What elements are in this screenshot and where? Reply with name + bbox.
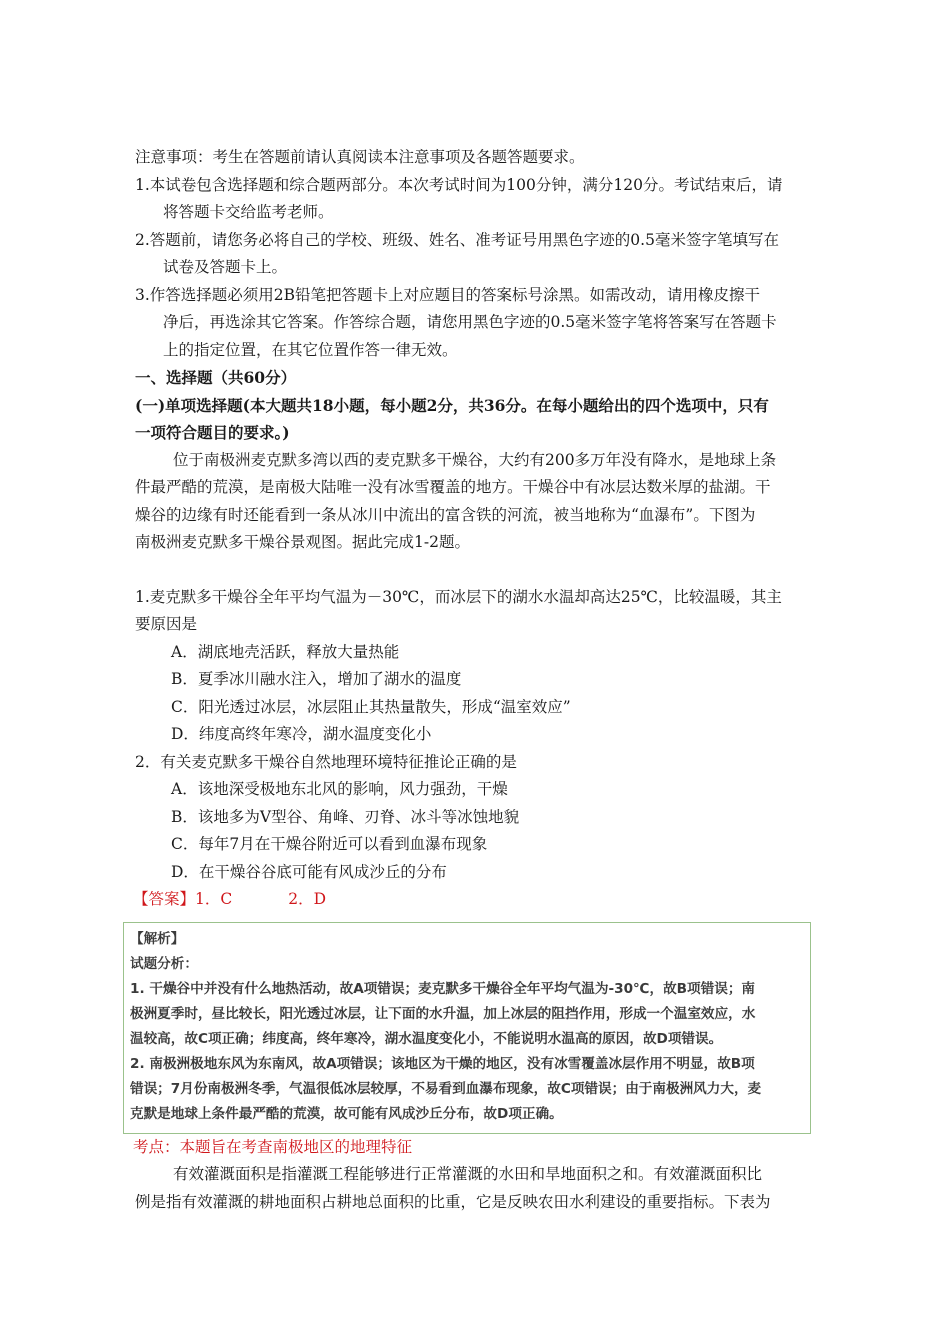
notice-item-1-line-2: 将答题卡交给监考老师。: [163, 203, 334, 221]
notice-item-3-line-2: 净后，再选涂其它答案。作答综合题，请您用黑色字迹的0.5毫米签字笔将答案写在答题卡: [163, 313, 777, 331]
passage1-line-1: 位于南极洲麦克默多湾以西的麦克默多干燥谷，大约有200多万年没有降水，是地球上条: [173, 450, 777, 469]
notice-item-2-line-1: 2.答题前，请您务必将自己的学校、班级、姓名、准考证号用黑色字迹的0.5毫米签字笔填写在: [135, 230, 779, 249]
analysis-header: 【解析】: [130, 930, 185, 947]
q2-stem: 2．有关麦克默多干燥谷自然地理环境特征推论正确的是: [135, 752, 517, 771]
q1-option-b: B．夏季冰川融水注入，增加了湖水的温度: [171, 670, 462, 688]
passage1-line-2: 件最严酷的荒漠，是南极大陆唯一没有冰雪覆盖的地方。干燥谷中有冰层达数米厚的盐湖。干: [135, 478, 771, 496]
q1-stem-line-2: 要原因是: [135, 615, 198, 633]
q1-option-a: A．湖底地壳活跃，释放大量热能: [171, 642, 400, 661]
passage1-line-3: 燥谷的边缘有时还能看到一条从冰川中流出的富含铁的河流，被当地称为“血瀑布”。下图为: [135, 505, 756, 524]
q1-option-c: C．阳光透过冰层，冰层阻止其热量散失，形成“温室效应”: [171, 697, 571, 716]
subsection-title-line-2: 一项符合题目的要求。): [135, 423, 290, 442]
analysis-line-5: 2. 南极洲极地东风为东南风，故A项错误；该地区为干燥的地区，没有冰雪覆盖冰层作用不明显，故B项: [130, 1055, 755, 1072]
analysis-line-3: 极洲夏季时，昼比较长，阳光透过冰层，让下面的水升温，加上冰层的阻挡作用，形成一个温室效应，水: [130, 1005, 756, 1022]
q2-option-c: C．每年7月在干燥谷附近可以看到血瀑布现象: [171, 835, 488, 853]
analysis-line-4: 温较高，故C项正确；纬度高，终年寒冷，湖水温度变化小，不能说明水温高的原因，故D项错误。: [130, 1030, 723, 1047]
analysis-box: [123, 922, 811, 1134]
kaodian: 考点：本题旨在考查南极地区的地理特征: [133, 1137, 413, 1156]
notice-item-3-line-3: 上的指定位置，在其它位置作答一律无效。: [163, 340, 458, 359]
answer-2: 2．D: [288, 890, 327, 908]
q2-option-d: D．在干燥谷谷底可能有风成沙丘的分布: [171, 862, 447, 881]
blank-gap: [135, 557, 820, 584]
q2-option-b: B．该地多为V型谷、角峰、刃脊、冰斗等冰蚀地貌: [171, 807, 520, 826]
notice-item-1-line-1: 1.本试卷包含选择题和综合题两部分。本次考试时间为100分钟，满分120分。考试结束后，请: [135, 175, 783, 194]
q1-stem-line-1: 1.麦克默多干燥谷全年平均气温为－30℃，而冰层下的湖水水温却高达25℃，比较温暖，其主: [135, 587, 782, 606]
passage2-line-2: 例是指有效灌溉的耕地面积占耕地总面积的比重，它是反映农田水利建设的重要指标。下表为: [135, 1192, 771, 1211]
notice-item-2-line-2: 试卷及答题卡上。: [163, 258, 288, 276]
passage2-line-1: 有效灌溉面积是指灌溉工程能够进行正常灌溉的水田和旱地面积之和。有效灌溉面积比: [173, 1165, 763, 1183]
answer-1: 1．C: [195, 890, 233, 908]
answer-line: [133, 886, 820, 914]
analysis-line-2: 1. 干燥谷中并没有什么地热活动，故A项错误；麦克默多干燥谷全年平均气温为-30℃，故B项错误；南: [130, 980, 756, 997]
q1-option-d: D．纬度高终年寒冷，湖水温度变化小: [171, 725, 432, 743]
section-title: 一、选择题（共60分）: [135, 368, 297, 387]
subsection-title-line-1: (一)单项选择题(本大题共18小题，每小题2分，共36分。在每小题给出的四个选项中，只有: [135, 395, 769, 415]
q2-option-a: A．该地深受极地东北风的影响，风力强劲，干燥: [171, 780, 508, 798]
notice-item-3-line-1: 3.作答选择题必须用2B铅笔把答题卡上对应题目的答案标号涂黑。如需改动，请用橡皮擦干: [135, 285, 761, 304]
passage1-line-4: 南极洲麦克默多干燥谷景观图。据此完成1-2题。: [135, 533, 470, 551]
analysis-line-7: 克默是地球上条件最严酷的荒漠，故可能有风成沙丘分布，故D项正确。: [130, 1105, 563, 1122]
analysis-line-6: 错误；7月份南极洲冬季，气温很低冰层较厚，不易看到血瀑布现象，故C项错误；由于南极洲风力大，麦: [130, 1080, 762, 1097]
exam-page: [130, 144, 820, 1216]
notice-title: 注意事项：考生在答题前请认真阅读本注意事项及各题答题要求。: [135, 148, 585, 166]
analysis-line-1: 试题分析：: [130, 955, 198, 972]
answer-label: 【答案】: [133, 890, 196, 908]
